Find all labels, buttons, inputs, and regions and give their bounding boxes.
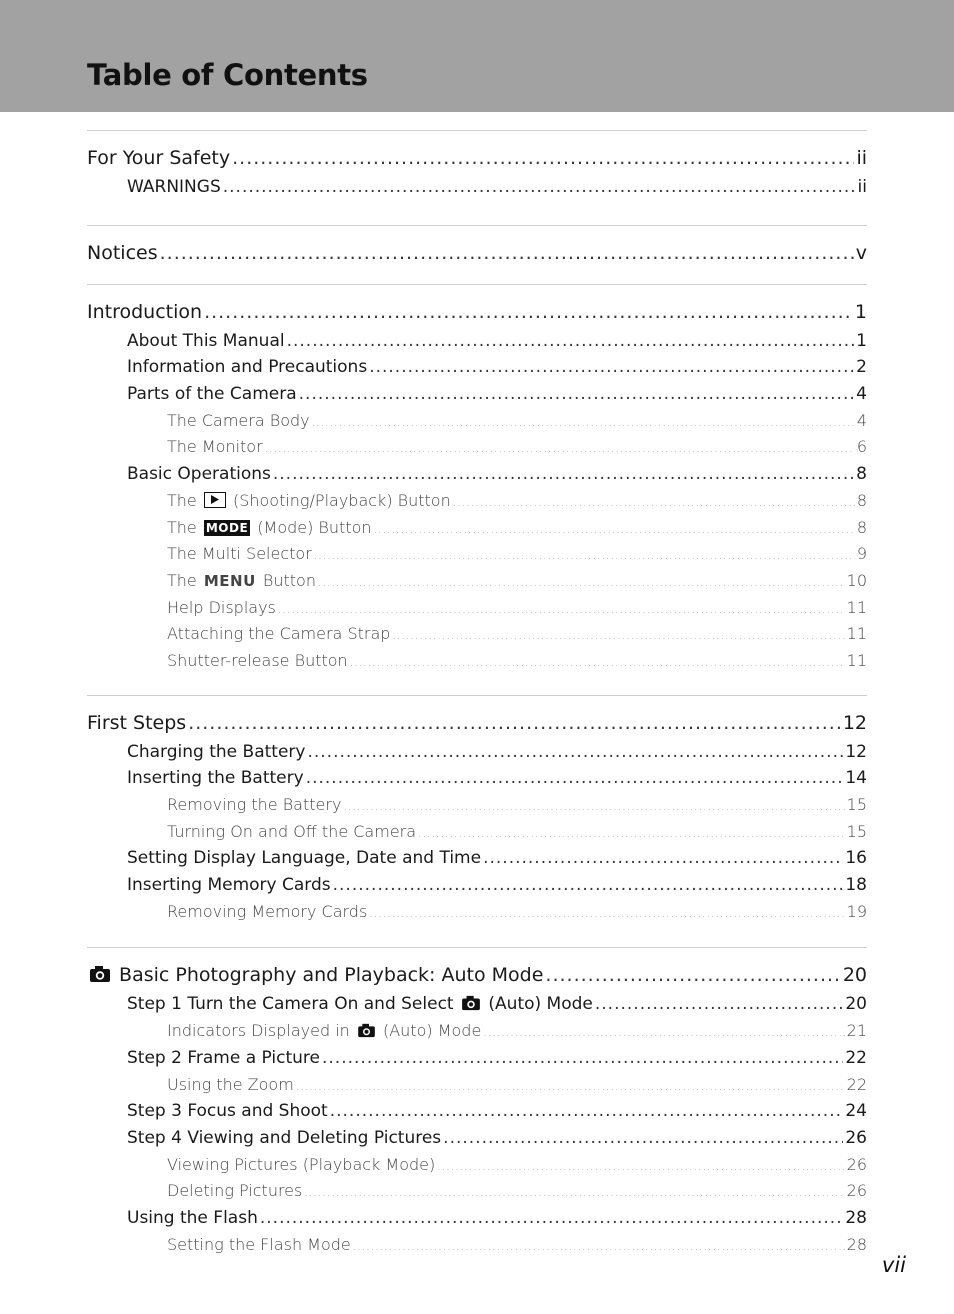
- dot-leader: [306, 765, 844, 792]
- page-number: 8: [856, 517, 867, 537]
- toc-entry-step4[interactable]: Step 4 Viewing and Deleting Pictures ..... 26: [87, 1125, 867, 1152]
- toc-entry-deleting[interactable]: Deleting Pictures ..... 26: [87, 1178, 867, 1205]
- dot-leader: [369, 354, 854, 381]
- toc-entry-introduction[interactable]: Introduction ..... 1: [87, 296, 867, 328]
- toc-entry-basic-operations[interactable]: Basic Operations ..... 8: [87, 461, 867, 488]
- page-number: 19: [846, 901, 867, 921]
- page-number: 28: [846, 1234, 867, 1254]
- page-title: Table of Contents: [87, 58, 368, 92]
- page-number: 11: [846, 650, 867, 670]
- toc-entry-flash-mode[interactable]: Setting the Flash Mode ..... 28: [87, 1232, 867, 1259]
- dot-leader: [333, 872, 844, 899]
- dot-leader: [314, 543, 855, 568]
- dot-leader: [312, 410, 855, 435]
- dot-leader: [232, 142, 854, 174]
- header-band: [0, 0, 954, 112]
- dot-leader: [278, 597, 845, 622]
- mode-icon: MODE: [205, 520, 249, 535]
- dot-leader: [296, 1074, 845, 1099]
- page-number: 16: [845, 848, 867, 869]
- toc-section-introduction: [87, 284, 867, 695]
- dot-leader: [260, 1205, 844, 1232]
- dot-leader: [483, 845, 843, 872]
- page-number: 12: [845, 741, 867, 762]
- dot-leader: [265, 436, 855, 461]
- toc-entry-first-steps[interactable]: First Steps ..... 12: [87, 707, 867, 739]
- toc-entry-camera-body[interactable]: The Camera Body ..... 4: [87, 408, 867, 435]
- dot-leader: [307, 739, 843, 766]
- toc-entry-basic-photography[interactable]: Basic Photography and Playback: Auto Mode ..... 20: [87, 959, 867, 991]
- page-number: 15: [846, 821, 867, 841]
- page-number: 2: [856, 357, 867, 378]
- dot-leader: [273, 461, 854, 488]
- toc-entry-removing-cards[interactable]: Removing Memory Cards ..... 19: [87, 899, 867, 926]
- dot-leader: [330, 1098, 844, 1125]
- page-number: 12: [842, 711, 867, 734]
- toc-section-basic-photography: [87, 947, 867, 1258]
- page-number: 1: [854, 300, 867, 323]
- toc-entry-safety[interactable]: For Your Safety ..... ii: [87, 142, 867, 174]
- toc-entry-warnings[interactable]: WARNINGS ..... ii: [87, 174, 867, 201]
- dot-leader: [545, 959, 840, 991]
- page-number: 10: [846, 570, 867, 590]
- toc-entry-strap[interactable]: Attaching the Camera Strap ..... 11: [87, 621, 867, 648]
- dot-leader: [437, 1154, 844, 1179]
- camera-icon: [461, 995, 481, 1011]
- toc-entry-multi-selector[interactable]: The Multi Selector ..... 9: [87, 541, 867, 568]
- dot-leader: [299, 381, 855, 408]
- page-number: 21: [846, 1021, 867, 1041]
- page-number: ii: [856, 147, 867, 169]
- dot-leader: [595, 991, 843, 1018]
- page-number: 8: [856, 490, 867, 510]
- toc-entry-removing-battery[interactable]: Removing the Battery ..... 15: [87, 792, 867, 819]
- toc-entry-step3[interactable]: Step 3 Focus and Shoot ..... 24: [87, 1098, 867, 1125]
- dot-leader: [443, 1125, 843, 1152]
- dot-leader: [343, 794, 844, 819]
- page-number: 26: [846, 1181, 867, 1201]
- toc-entry-charging[interactable]: Charging the Battery ..... 12: [87, 739, 867, 766]
- page-number: 15: [846, 795, 867, 814]
- page-number: 20: [842, 964, 867, 987]
- page-folio: vii: [881, 1253, 906, 1277]
- toc-entry-shutter[interactable]: Shutter-release Button ..... 11: [87, 648, 867, 675]
- dot-leader: [353, 1234, 845, 1259]
- toc-section-first-steps: [87, 695, 867, 948]
- dot-leader: [160, 237, 854, 269]
- dot-leader: [350, 650, 845, 675]
- camera-icon: [357, 1023, 376, 1038]
- dot-leader: [369, 901, 844, 926]
- toc-section-notices: [87, 225, 867, 284]
- toc-entry-info-precautions[interactable]: Information and Precautions ..... 2: [87, 354, 867, 381]
- dot-leader: [374, 517, 855, 542]
- menu-icon: MENU: [203, 571, 256, 590]
- page-number: 22: [846, 1074, 867, 1094]
- dot-leader: [287, 328, 855, 355]
- page-number: 8: [856, 464, 867, 485]
- toc-entry-step1[interactable]: Step 1 Turn the Camera On and Select (Auto) Mode ..... 20: [87, 991, 867, 1018]
- page-number: ii: [857, 177, 867, 197]
- toc-entry-mode-button[interactable]: The MODE (Mode) Button ..... 8: [87, 515, 867, 542]
- dot-leader: [453, 490, 855, 515]
- dot-leader: [392, 623, 844, 648]
- toc-entry-help-displays[interactable]: Help Displays ..... 11: [87, 595, 867, 622]
- page-number: 4: [856, 410, 867, 430]
- page-number: 24: [845, 1101, 867, 1122]
- toc-entry-indicators[interactable]: Indicators Displayed in (Auto) Mode ..... 21: [87, 1018, 867, 1045]
- dot-leader: [223, 174, 856, 201]
- toc-entry-about-manual[interactable]: About This Manual ..... 1: [87, 328, 867, 355]
- toc-entry-menu-button[interactable]: The MENU Button ..... 10: [87, 568, 867, 595]
- page-number: 9: [856, 544, 867, 564]
- page-number: 6: [856, 437, 867, 457]
- page-number: 20: [845, 994, 867, 1015]
- page-number: 26: [845, 1127, 867, 1148]
- page-number: 11: [846, 597, 867, 617]
- page-number: 26: [846, 1154, 867, 1174]
- dot-leader: [322, 1045, 843, 1072]
- toc-entry-inserting-battery[interactable]: Inserting the Battery ..... 14: [87, 765, 867, 792]
- dot-leader: [204, 296, 853, 328]
- toc-entry-zoom[interactable]: Using the Zoom ..... 22: [87, 1072, 867, 1099]
- camera-icon: [89, 965, 111, 983]
- toc-entry-memory-cards[interactable]: Inserting Memory Cards ..... 18: [87, 872, 867, 899]
- toc-entry-playback-button[interactable]: The (Shooting/Playback) Button ..... 8: [87, 488, 867, 515]
- toc-entry-monitor[interactable]: The Monitor ..... 6: [87, 434, 867, 461]
- dot-leader: [418, 821, 845, 846]
- toc-entry-flash[interactable]: Using the Flash ..... 28: [87, 1205, 867, 1232]
- toc-entry-viewing[interactable]: Viewing Pictures (Playback Mode) ..... 26: [87, 1152, 867, 1179]
- page-number: 18: [845, 875, 867, 896]
- toc-entry-turning-on[interactable]: Turning On and Off the Camera ..... 15: [87, 819, 867, 846]
- dot-leader: [188, 707, 841, 739]
- dot-leader: [304, 1180, 844, 1205]
- toc-entry-parts[interactable]: Parts of the Camera ..... 4: [87, 381, 867, 408]
- toc-entry-notices[interactable]: Notices ..... v: [87, 237, 867, 269]
- toc-entry-step2[interactable]: Step 2 Frame a Picture ..... 22: [87, 1045, 867, 1072]
- playback-icon: [204, 492, 226, 508]
- page-number: 4: [856, 384, 867, 405]
- toc-section-safety: [87, 130, 867, 225]
- page-number: v: [855, 241, 867, 264]
- page-number: 1: [856, 330, 867, 351]
- table-of-contents: [87, 130, 867, 1258]
- page-number: 11: [846, 624, 867, 644]
- page-number: 22: [845, 1047, 867, 1068]
- page-number: 14: [845, 768, 867, 789]
- page-number: 28: [845, 1207, 867, 1228]
- toc-entry-language[interactable]: Setting Display Language, Date and Time ..... 16: [87, 845, 867, 872]
- dot-leader: [318, 570, 845, 595]
- dot-leader: [483, 1020, 844, 1045]
